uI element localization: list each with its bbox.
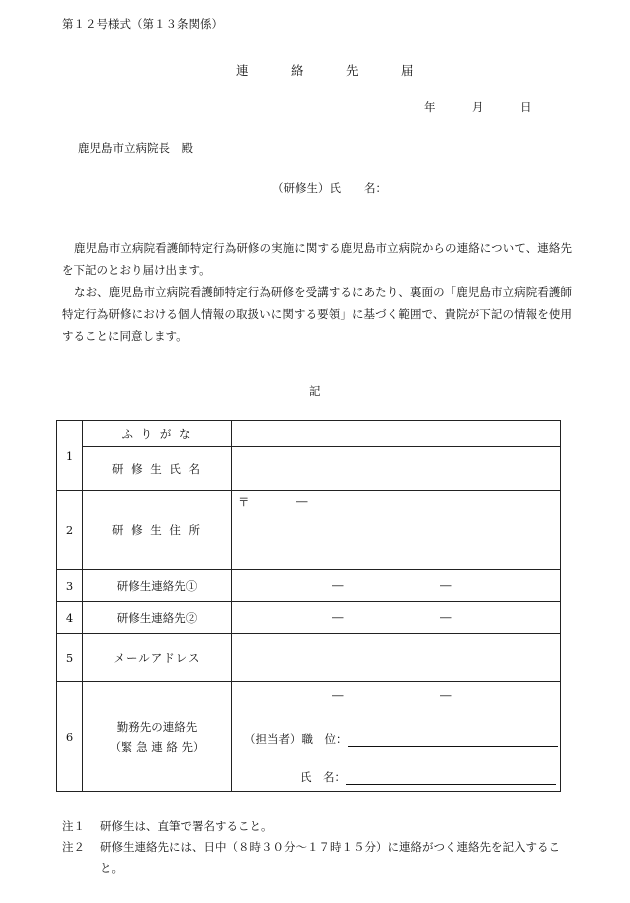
phone-dash: ― xyxy=(440,688,452,702)
contact2-label: 研修生連絡先② xyxy=(83,602,232,634)
row-number: 4 xyxy=(57,602,83,634)
postal-dash: ― xyxy=(296,494,308,508)
postal-mark: 〒 xyxy=(238,495,250,509)
furigana-label: ふ り が な xyxy=(83,421,232,447)
date-line xyxy=(424,99,568,115)
contact-name-label: 氏 名： xyxy=(300,770,346,784)
addressee: 鹿児島市立病院長 殿 xyxy=(78,141,193,155)
row-number: 5 xyxy=(57,634,83,682)
note-text: 研修生連絡先には、日中（８時３０分～１７時１５分）に連絡がつく連絡先を記入すること。 xyxy=(100,840,560,875)
workplace-label xyxy=(83,682,232,792)
position-row xyxy=(244,731,558,747)
title-char: 先 xyxy=(346,63,359,78)
title-char: 届 xyxy=(401,63,414,78)
workplace-label-line1: 勤務先の連絡先 xyxy=(116,719,198,734)
notes xyxy=(62,816,582,879)
note-head: 注１ xyxy=(62,819,85,833)
paragraph-2: なお、鹿児島市立病院看護師特定行為研修を受講するにあたり、裏面の「鹿児島市立病院看護師特定行為研修における個人情報の取扱いに関する要領」に基づく範囲で、貴院が下記の情報を使用することに同意します。 xyxy=(62,285,572,343)
furigana-field[interactable] xyxy=(232,421,561,447)
note-text: 研修生は、直筆で署名すること。 xyxy=(100,819,273,833)
contact-name-line[interactable] xyxy=(346,772,556,785)
row-number: 2 xyxy=(57,491,83,570)
position-line[interactable] xyxy=(348,734,558,747)
workplace-field[interactable] xyxy=(232,682,561,792)
phone-dash: ― xyxy=(332,610,344,624)
phone-dash: ― xyxy=(440,610,452,624)
form-number: 第１２号様式（第１３条関係） xyxy=(62,17,223,31)
table-row xyxy=(57,447,561,491)
note-head: 注２ xyxy=(62,840,85,854)
row-number: 1 xyxy=(57,421,83,491)
date-year: 年 xyxy=(424,100,436,114)
contact-table xyxy=(56,420,561,792)
paragraph-1: 鹿児島市立病院看護師特定行為研修の実施に関する鹿児島市立病院からの連絡について、連絡先を下記のとおり届け出ます。 xyxy=(62,241,572,277)
phone-dash: ― xyxy=(440,578,452,592)
address-label: 研 修 生 住 所 xyxy=(83,491,232,570)
email-label: メールアドレス xyxy=(83,634,232,682)
note-item xyxy=(62,816,582,837)
position-label: （担当者）職 位： xyxy=(244,732,348,746)
title-char: 絡 xyxy=(291,63,304,78)
title-char: 連 xyxy=(236,63,249,78)
ki-heading: 記 xyxy=(309,384,321,398)
date-month: 月 xyxy=(472,100,484,114)
applicant-name-label: （研修生）氏 名： xyxy=(272,181,387,195)
name-label: 研 修 生 氏 名 xyxy=(83,447,232,491)
table-row xyxy=(57,634,561,682)
contact1-label: 研修生連絡先① xyxy=(83,570,232,602)
phone-dash: ― xyxy=(332,578,344,592)
name-field[interactable] xyxy=(232,447,561,491)
email-field[interactable] xyxy=(232,634,561,682)
address-field[interactable] xyxy=(232,491,561,570)
date-day: 日 xyxy=(520,100,532,114)
row-number: 6 xyxy=(57,682,83,792)
contact-name-row xyxy=(300,769,556,785)
contact2-field[interactable] xyxy=(232,602,561,634)
document-title xyxy=(236,61,456,79)
workplace-label-line2: （緊 急 連 絡 先） xyxy=(109,739,205,754)
table-row xyxy=(57,491,561,570)
note-item xyxy=(62,837,582,879)
phone-dash: ― xyxy=(332,688,344,702)
contact1-field[interactable] xyxy=(232,570,561,602)
table-row xyxy=(57,682,561,792)
table-row xyxy=(57,602,561,634)
table-row xyxy=(57,421,561,447)
row-number: 3 xyxy=(57,570,83,602)
table-row xyxy=(57,570,561,602)
